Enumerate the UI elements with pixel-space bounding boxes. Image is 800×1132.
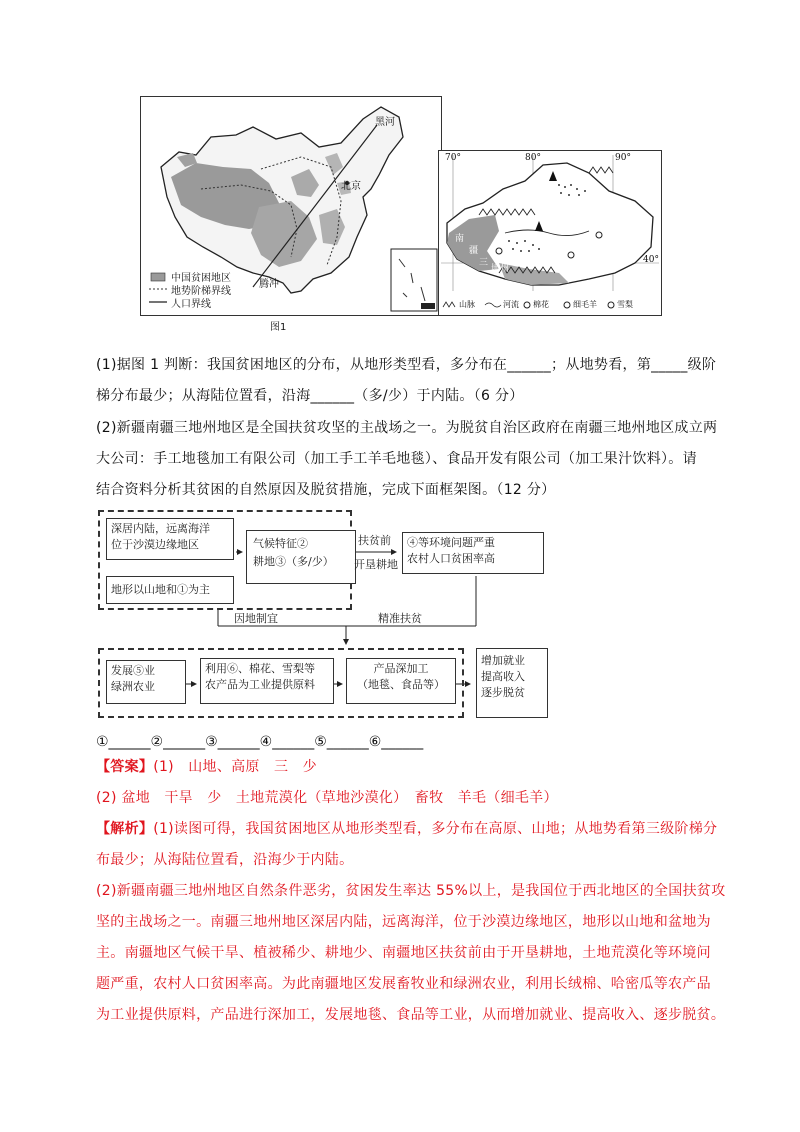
legend-label-river: 河流 xyxy=(503,300,519,309)
box-environment-problem xyxy=(402,532,544,574)
question-1-line-2: 梯分布最少；从海陆位置看，沿海______（多/少）于内陆。（6 分） xyxy=(96,388,524,404)
region-label-2: 疆 xyxy=(469,246,479,256)
framework-diagram xyxy=(96,508,546,730)
box-problem-line-1: ④等环境问题严重 xyxy=(407,536,495,549)
answer-line-1 xyxy=(96,752,736,783)
xinjiang-map xyxy=(438,150,662,316)
legend-mountain-icon xyxy=(443,302,455,307)
analysis-p2-line-2: 坚的主战场之一。南疆三地州地区深居内陆，远离海洋，位于沙漠边缘地区，地形以山地和盆地为 xyxy=(96,914,711,930)
legend-cotton-icon xyxy=(524,302,530,308)
question-2 xyxy=(96,413,736,506)
question-1 xyxy=(96,350,736,412)
answer-blanks-line: ①______②______③______④______⑤______⑥______ xyxy=(96,734,424,750)
question-2-line-1: (2)新疆南疆三地州地区是全国扶贫攻坚的主战场之一。为脱贫自治区政府在南疆三地州地区成立两 xyxy=(96,420,718,436)
box-deep-processing xyxy=(346,658,456,704)
box-deep-inland-line-2: 位于沙漠边缘地区 xyxy=(111,538,199,551)
legend-label-pear: 雪梨 xyxy=(617,300,633,309)
box-climate: 气候特征② xyxy=(253,537,308,550)
analysis-p2-line-4: 题严重，农村人口贫困率高。为此南疆地区发展畜牧业和绿洲农业，利用长绒棉、哈密瓜等农产品 xyxy=(96,976,711,992)
question-1-line-1: (1)据图 1 判断：我国贫困地区的分布，从地形类型看，多分布在______；从地势看，第_____级阶 xyxy=(96,357,717,373)
legend-label-cotton: 棉花 xyxy=(533,300,549,309)
box-problem-line-2: 农村人口贫困率高 xyxy=(407,552,495,565)
question-2-line-3: 结合资料分析其贫困的自然原因及脱贫措施，完成下面框架图。（12 分） xyxy=(96,482,556,498)
box-use-line-1: 利用⑥、棉花、雪梨等 xyxy=(205,662,315,675)
label-lon-80: 80° xyxy=(525,153,541,163)
box-develop-line-2: 绿洲农业 xyxy=(111,680,155,693)
box-process-line-2: （地毯、食品等） xyxy=(357,678,445,691)
box-use-materials xyxy=(200,658,334,704)
box-deep-inland-line-1: 深居内陆，远离海洋 xyxy=(111,522,210,535)
answer-block xyxy=(96,752,736,814)
answer-tag: 【答案】 xyxy=(96,759,154,775)
region-label-4: 地州 xyxy=(491,264,510,274)
region-label-3: 三 xyxy=(479,258,489,268)
label-lon-90: 90° xyxy=(615,153,631,163)
box-use-line-2: 农产品为工业提供原料 xyxy=(205,678,315,691)
analysis-p1-line-1 xyxy=(96,814,736,845)
legend-swatch-poverty xyxy=(151,273,165,281)
legend-label-terrain-step: 地势阶梯界线 xyxy=(171,286,231,297)
region-label-1: 南 xyxy=(455,234,465,244)
analysis-p1-first: (1)读图可得，我国贫困地区从地形类型看，多分布在高原、山地；从地势看第三级阶梯分 xyxy=(153,821,718,837)
figure-caption: 图1 xyxy=(270,322,287,333)
label-precise-poverty: 精准扶贫 xyxy=(378,612,422,625)
box-deep-inland xyxy=(106,518,234,560)
legend-label-population: 人口界线 xyxy=(171,299,211,310)
box-terrain: 地形以山地和①为主 xyxy=(106,576,234,604)
label-before-poverty: 扶贫前 xyxy=(358,534,391,547)
answer-part-1: (1) 山地、高原 三 少 xyxy=(153,759,317,775)
xinjiang-map-graphic xyxy=(439,151,661,315)
question-2-line-2: 大公司：手工地毯加工有限公司（加工手工羊毛地毯）、食品开发有限公司（加工果汁饮料）。请 xyxy=(96,451,697,467)
analysis-p2-line-3: 主。南疆地区气候干旱、植被稀少、耕地少、南疆地区扶贫前由于开垦耕地，土地荒漠化等环境问 xyxy=(96,945,711,961)
legend-sheep-icon xyxy=(564,302,570,308)
box-develop-line-1: 发展⑤业 xyxy=(111,664,155,677)
box-result xyxy=(476,648,548,718)
label-tengchong: 腾冲 xyxy=(259,279,279,290)
label-heihe: 黑河 xyxy=(375,117,395,128)
label-lat-40: 40° xyxy=(643,255,659,265)
box-result-line-2: 提高收入 xyxy=(481,670,525,683)
legend-label-poverty: 中国贫困地区 xyxy=(171,273,231,284)
box-climate-farmland xyxy=(246,530,356,584)
box-result-line-1: 增加就业 xyxy=(481,654,525,667)
analysis-p1-line-2: 布最少；从海陆位置看，沿海少于内陆。 xyxy=(96,852,354,868)
analysis-p2-line-5: 为工业提供原料，产品进行深加工，发展地毯、食品等工业，从而增加就业、提高收入、逐步脱贫。 xyxy=(96,1007,726,1023)
analysis-block xyxy=(96,814,736,1031)
legend-label-sheep: 细毛羊 xyxy=(573,300,597,309)
china-poverty-map xyxy=(140,96,442,316)
label-beijing: 北京 xyxy=(341,181,361,192)
box-develop xyxy=(106,660,186,704)
legend-label-mountain: 山脉 xyxy=(459,300,475,309)
box-result-line-3: 逐步脱贫 xyxy=(481,686,525,699)
answer-line-2: (2) 盆地 干旱 少 土地荒漠化（草地沙漠化） 畜牧 羊毛（细毛羊） xyxy=(96,790,558,806)
legend-pear-icon xyxy=(608,302,614,308)
label-reclaim-farmland: 开垦耕地 xyxy=(354,558,398,571)
box-farmland: 耕地③（多/少） xyxy=(253,555,334,568)
legend-river-icon xyxy=(485,303,501,307)
label-local-conditions: 因地制宜 xyxy=(234,612,278,625)
analysis-tag: 【解析】 xyxy=(96,821,154,837)
analysis-p2-line-1: (2)新疆南疆三地州地区自然条件恶劣，贫困发生率达 55%以上，是我国位于西北地区的全国扶贫攻 xyxy=(96,883,726,899)
label-lon-70: 70° xyxy=(445,153,461,163)
box-process-line-1: 产品深加工 xyxy=(373,662,429,675)
